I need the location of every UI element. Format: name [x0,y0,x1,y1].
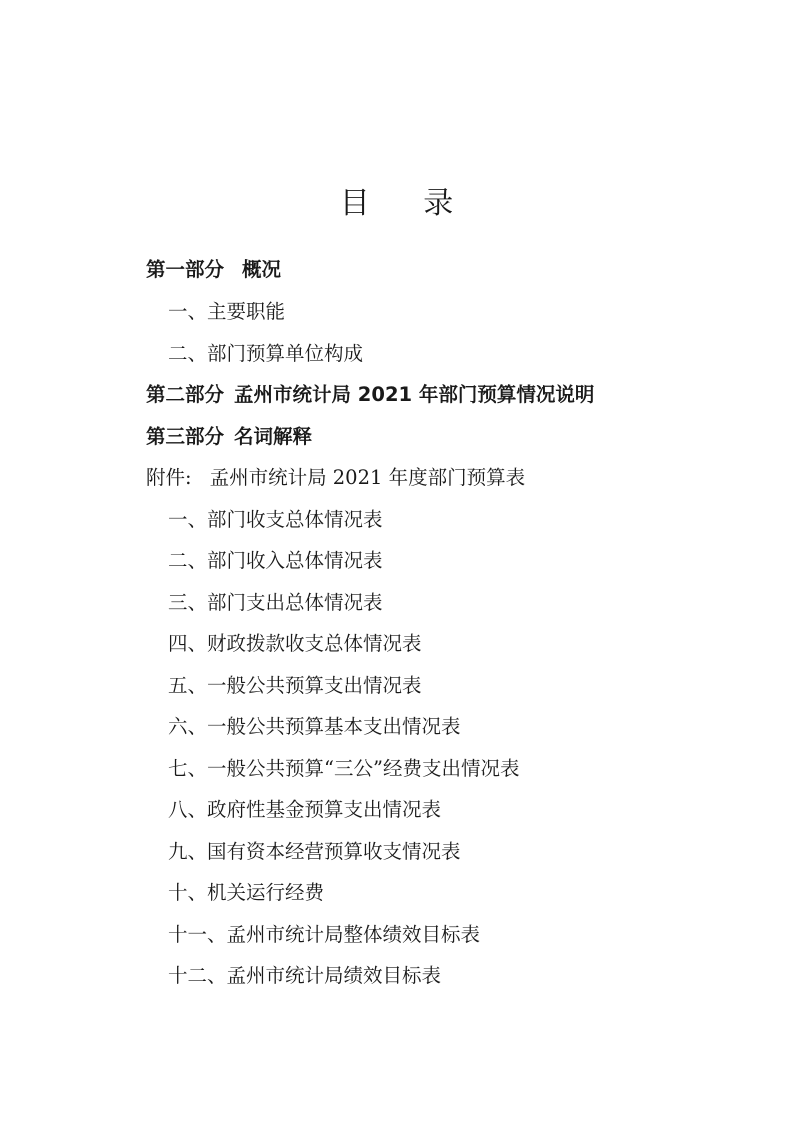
part-two-heading [146,380,594,410]
part-two-title: 孟州市统计局 2021 年部门预算情况说明 [234,383,595,406]
toc-table-item: 五、一般公共预算支出情况表 [168,674,422,697]
part-one-label: 第一部分 [146,258,225,281]
toc-table-item: 七、一般公共预算“三公”经费支出情况表 [168,757,520,780]
page-title: 目 录 [339,186,476,221]
toc-table-item: 八、政府性基金预算支出情况表 [168,798,442,821]
attachment-heading [146,463,525,493]
attachment-title: 孟州市统计局 2021 年度部门预算表 [209,466,526,489]
toc-table-item: 十一、孟州市统计局整体绩效目标表 [168,923,481,946]
toc-table-item: 九、国有资本经营预算收支情况表 [168,840,461,863]
part-three-label: 第三部分 [146,425,225,448]
toc-table-item: 六、一般公共预算基本支出情况表 [168,715,461,738]
attachment-label: 附件: [146,466,192,489]
toc-table-item: 十二、孟州市统计局绩效目标表 [168,964,442,987]
part-three-title: 名词解释 [234,425,313,448]
part-one-title: 概况 [242,258,282,281]
part-two-label: 第二部分 [146,383,225,406]
part-one-heading [146,255,281,285]
toc-table-item: 一、部门收支总体情况表 [168,508,383,531]
toc-table-item: 十、机关运行经费 [168,881,325,904]
toc-item-budget-units: 二、部门预算单位构成 [168,342,364,365]
toc-table-item: 二、部门收入总体情况表 [168,549,383,572]
part-three-heading [146,422,312,452]
toc-table-item: 三、部门支出总体情况表 [168,591,383,614]
toc-table-item: 四、财政拨款收支总体情况表 [168,632,422,655]
toc-item-main-functions: 一、主要职能 [168,300,286,323]
